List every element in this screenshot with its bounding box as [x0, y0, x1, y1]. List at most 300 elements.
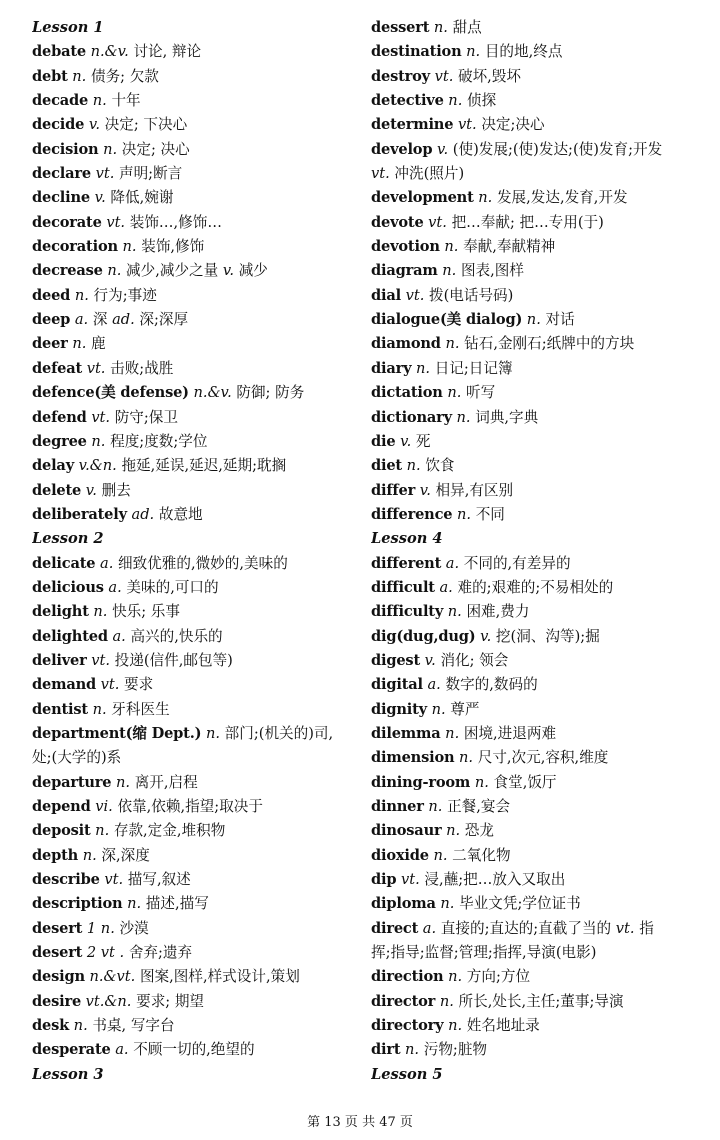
definition: 困难,费力: [466, 603, 530, 621]
definition: 部门;(机关的)司,: [224, 724, 334, 742]
entry-word: delicate: [32, 554, 96, 572]
part-of-speech: n.: [456, 408, 471, 426]
vocab-entry: [32, 552, 352, 576]
definition: 拖延,延误,延迟,延期;耽搁: [121, 457, 287, 475]
entry-word: decorate: [32, 213, 102, 231]
entry-word: devotion: [371, 238, 440, 256]
vocab-entry: [32, 430, 352, 454]
part-of-speech: n.: [122, 238, 137, 256]
part-of-speech: ad.: [112, 311, 135, 329]
definition: 存款,定金,堆积物: [113, 822, 226, 840]
entry-word: difficult: [371, 578, 435, 596]
part-of-speech: n.: [447, 384, 462, 402]
entry-word: desire: [32, 992, 82, 1010]
definition: 描述,描写: [145, 895, 209, 913]
vocab-entry: [371, 673, 701, 697]
vocab-entry: [32, 40, 352, 64]
definition: 所长,处长,主任;董事;导演: [458, 992, 624, 1010]
part-of-speech: vt.: [100, 676, 120, 694]
part-of-speech: n.: [74, 286, 89, 304]
part-of-speech: vt.: [86, 359, 106, 377]
definition: 行为;事迹: [93, 286, 157, 304]
definition: 不同的,有差异的: [463, 554, 571, 572]
vocab-entry: [371, 284, 701, 308]
entry-word: decide: [32, 116, 85, 134]
vocab-entry: [32, 698, 352, 722]
definition: 挖(洞、沟等);掘: [495, 627, 600, 645]
vocab-entry: [32, 65, 352, 89]
definition: 投递(信件,邮包等): [114, 651, 233, 669]
entry-word: decision: [32, 140, 99, 158]
vocab-entry: [32, 138, 352, 162]
definition: 牙科医生: [111, 700, 170, 718]
definition: 听写: [466, 384, 496, 402]
vocab-entry: [371, 990, 701, 1014]
entry-word: depend: [32, 798, 91, 815]
vocab-entry: [371, 965, 701, 989]
entry-word: dialogue(美 dialog): [371, 311, 523, 329]
definition: 困境,进退两难: [463, 724, 557, 742]
part-of-speech: n.: [416, 359, 431, 377]
vocab-entry: [371, 40, 701, 64]
part-of-speech: n.: [448, 968, 463, 986]
entry-word: describe: [32, 871, 100, 889]
vocab-entry: [32, 649, 352, 673]
definition: 装饰…,修饰…: [129, 213, 222, 231]
page-footer: 第 13 页 共 47 页: [307, 1115, 413, 1130]
vocab-entry: [32, 990, 352, 1014]
definition: 姓名地址录: [466, 1017, 540, 1035]
vocab-entry: [371, 917, 701, 941]
entry-word: depth: [32, 846, 79, 864]
entry-word: desperate: [32, 1041, 111, 1059]
vocab-entry: [371, 162, 701, 186]
vocab-entry: [371, 503, 701, 527]
vocab-entry: [32, 89, 352, 113]
part-of-speech: n.: [457, 505, 472, 523]
vocab-entry: [371, 649, 701, 673]
definition: 深: [92, 311, 108, 329]
part-of-speech: v.: [94, 189, 106, 207]
lesson-heading: Lesson 1: [32, 19, 104, 36]
definition: 依靠,依赖,指望;取决于: [117, 798, 263, 815]
entry-word: delay: [32, 457, 74, 475]
entry-word: dentist: [32, 700, 88, 718]
vocab-entry: [371, 600, 701, 624]
entry-word: dial: [371, 286, 401, 304]
entry-word: develop: [371, 140, 433, 158]
part-of-speech: n.&v.: [193, 384, 232, 402]
entry-word: defend: [32, 408, 87, 426]
definition: 防御; 防务: [236, 384, 305, 402]
part-of-speech: n.: [73, 1017, 88, 1035]
part-of-speech: a.: [74, 311, 89, 329]
part-of-speech: n.: [107, 262, 122, 280]
part-of-speech: a.: [439, 578, 453, 596]
definition: 拨(电话号码): [428, 286, 514, 304]
definition: 消化; 领会: [440, 651, 509, 669]
vocab-entry: [32, 844, 352, 868]
vocab-entry: [32, 917, 352, 941]
definition: 对话: [545, 311, 575, 329]
part-of-speech: n.: [448, 92, 463, 110]
definition: 减少,减少之量: [126, 262, 219, 280]
vocab-entry: [371, 138, 701, 162]
vocab-entry: [32, 113, 352, 137]
vocab-entry: [32, 941, 352, 965]
entry-word: demand: [32, 676, 97, 694]
lesson-heading: Lesson 5: [371, 1065, 443, 1083]
definition: 指: [639, 919, 654, 937]
entry-word: directory: [371, 1017, 444, 1035]
part-of-speech: ad.: [131, 505, 155, 523]
entry-word: diet: [371, 457, 402, 475]
entry-word: digest: [371, 651, 420, 669]
part-of-speech: n.: [91, 432, 106, 450]
vocab-entry: [32, 819, 352, 843]
part-of-speech: a.: [100, 554, 114, 572]
entry-word: design: [32, 968, 85, 986]
part-of-speech: a.: [115, 1041, 129, 1059]
part-of-speech: vt.: [434, 67, 454, 85]
part-of-speech: n.: [93, 603, 108, 621]
part-of-speech: n.: [95, 822, 110, 840]
part-of-speech: n.: [433, 19, 448, 36]
entry-word: direction: [371, 968, 444, 986]
definition: 尺寸,次元,容积,维度: [477, 749, 609, 767]
part-of-speech: n.: [447, 603, 462, 621]
entry-word: diamond: [371, 335, 441, 353]
right-column: [371, 16, 701, 1087]
definition: 奉献,奉献精神: [463, 238, 556, 256]
entry-word: desert: [32, 919, 83, 937]
vocab-entry: [32, 284, 352, 308]
part-of-speech: vt.: [106, 213, 126, 231]
entry-word: delicious: [32, 578, 104, 596]
vocab-entry: [32, 965, 352, 989]
part-of-speech: n.: [446, 822, 461, 840]
definition: 要求: [124, 676, 154, 694]
part-of-speech: 2 vt .: [86, 944, 125, 962]
part-of-speech: n.: [466, 43, 481, 61]
definition: 美味的,可口的: [126, 578, 219, 596]
lesson-heading: Lesson 2: [32, 530, 104, 548]
definition: 食堂,饭厅: [493, 773, 557, 791]
entry-word: deliver: [32, 651, 87, 669]
vocab-entry: [32, 406, 352, 430]
entry-word: dessert: [371, 19, 430, 36]
definition: 决定; 下决心: [104, 116, 188, 134]
part-of-speech: v.: [88, 116, 101, 134]
entry-word: determine: [371, 116, 454, 134]
part-of-speech: vt.: [91, 408, 111, 426]
entry-word: die: [371, 432, 396, 450]
entry-word: degree: [32, 432, 87, 450]
part-of-speech: n.: [92, 92, 107, 110]
part-of-speech: n.: [116, 773, 131, 791]
part-of-speech: a.: [422, 919, 437, 937]
vocab-entry: [371, 795, 701, 819]
entry-word: development: [371, 189, 474, 207]
part-of-speech: v.: [436, 140, 449, 158]
definition: 相异,有区别: [435, 481, 514, 499]
part-of-speech: vt.: [104, 871, 124, 889]
entry-word: department(缩 Dept.): [32, 724, 202, 742]
part-of-speech: a.: [108, 578, 122, 596]
part-of-speech: vt.: [371, 165, 390, 183]
vocab-entry: [32, 211, 352, 235]
definition: 不同: [475, 505, 505, 523]
definition: 侦探: [466, 92, 497, 110]
part-of-speech: n.: [82, 846, 97, 864]
lesson-heading: Lesson 4: [371, 530, 443, 548]
vocab-entry: [32, 1014, 352, 1038]
part-of-speech: 1 n.: [86, 919, 115, 937]
definition: 正餐,宴会: [447, 798, 511, 815]
definition: 难的;艰难的;不易相处的: [457, 578, 614, 596]
part-of-speech: v.: [424, 651, 436, 669]
definition: 方向;方位: [466, 968, 531, 986]
vocab-entry: [32, 722, 352, 746]
vocab-entry: [32, 454, 352, 478]
entry-word: dirt: [371, 1041, 401, 1059]
vocab-entry: [32, 868, 352, 892]
entry-word: dining-room: [371, 773, 471, 791]
entry-word: decline: [32, 189, 90, 207]
entry-word: devote: [371, 213, 424, 231]
entry-word: director: [371, 992, 436, 1010]
definition: 浸,蘸;把…放入又取出: [424, 871, 566, 889]
definition: 尊严: [450, 700, 480, 718]
definition: 深,深度: [101, 846, 150, 864]
definition: 减少: [238, 262, 268, 280]
vocab-entry: [32, 259, 352, 283]
part-of-speech: n.: [92, 700, 107, 718]
vocab-entry: [371, 1014, 701, 1038]
vocab-entry: [371, 892, 701, 916]
vocab-entry: [371, 552, 701, 576]
entry-word: difficulty: [371, 603, 444, 621]
definition: 饮食: [425, 457, 455, 475]
definition: 击败;战胜: [110, 359, 174, 377]
vocab-entry: [32, 186, 352, 210]
part-of-speech: n.: [406, 457, 421, 475]
vocab-entry: [371, 357, 701, 381]
entry-word: dignity: [371, 700, 427, 718]
part-of-speech: v.: [480, 627, 492, 645]
definition: 毕业文凭;学位证书: [459, 895, 581, 913]
part-of-speech: n.&vt.: [89, 968, 136, 986]
definition: 程度;度数;学位: [110, 432, 208, 450]
vocab-entry: [371, 259, 701, 283]
entry-word: delighted: [32, 627, 108, 645]
vocab-entry: [371, 868, 701, 892]
vocab-entry: [371, 698, 701, 722]
entry-word: defeat: [32, 359, 83, 377]
definition: 要求; 期望: [136, 992, 205, 1010]
definition: 日记;日记簿: [434, 359, 513, 377]
part-of-speech: vt.: [91, 651, 111, 669]
part-of-speech: n.: [445, 724, 460, 742]
entry-word: dinosaur: [371, 822, 442, 840]
definition: 故意地: [158, 505, 203, 523]
part-of-speech: n.: [103, 140, 118, 158]
part-of-speech: n.: [428, 798, 443, 815]
vocab-entry: [371, 625, 701, 649]
definition: 装饰,修饰: [141, 238, 205, 256]
definition: 甜点: [452, 19, 482, 36]
part-of-speech: n.: [439, 992, 454, 1010]
vocab-entry: [371, 113, 701, 137]
entry-word: dip: [371, 871, 397, 889]
part-of-speech: n.: [526, 311, 541, 329]
part-of-speech: vi.: [95, 798, 113, 815]
vocab-entry: [371, 479, 701, 503]
part-of-speech: n.&v.: [90, 43, 129, 61]
vocab-entry: [371, 308, 701, 332]
definition: 恐龙: [464, 822, 494, 840]
definition: 十年: [111, 92, 141, 110]
vocab-entry: [32, 576, 352, 600]
definition: 决定; 决心: [121, 140, 190, 158]
entry-word: decoration: [32, 238, 118, 256]
entry-word: different: [371, 554, 442, 572]
definition: 不顾一切的,绝望的: [133, 1041, 255, 1059]
part-of-speech: n.: [474, 773, 489, 791]
definition: 舍弃;遗弃: [128, 944, 193, 962]
definition: 决定;决心: [481, 116, 545, 134]
definition: 污物;脏物: [423, 1041, 488, 1059]
entry-word: desk: [32, 1017, 70, 1035]
vocab-entry: [32, 771, 352, 795]
part-of-speech: n.: [442, 262, 457, 280]
entry-word: desert: [32, 944, 83, 962]
vocab-entry: [371, 65, 701, 89]
vocab-entry: [371, 576, 701, 600]
definition: 死: [415, 432, 431, 450]
definition: 描写,叙述: [127, 871, 191, 889]
definition: 离开,启程: [134, 773, 198, 791]
vocab-entry: [371, 89, 701, 113]
entry-word: dioxide: [371, 846, 429, 864]
definition: 钻石,金刚石;纸牌中的方块: [464, 335, 635, 353]
part-of-speech: n.: [445, 335, 460, 353]
entry-word: debate: [32, 43, 86, 61]
vocab-entry: [371, 722, 701, 746]
definition: 破坏,毁坏: [457, 67, 521, 85]
part-of-speech: vt.: [405, 286, 425, 304]
entry-word: decade: [32, 92, 89, 110]
entry-word: declare: [32, 165, 91, 183]
definition: 冲洗(照片): [394, 165, 465, 183]
part-of-speech: n.: [405, 1041, 420, 1059]
part-of-speech: n.: [72, 67, 87, 85]
vocab-entry: [371, 406, 701, 430]
entry-word: diary: [371, 359, 412, 377]
entry-word: delight: [32, 603, 89, 621]
vocab-entry: [371, 332, 701, 356]
part-of-speech: n.: [478, 189, 493, 207]
definition: 讨论, 辩论: [133, 43, 202, 61]
entry-word: detective: [371, 92, 444, 110]
vocab-entry: [371, 186, 701, 210]
definition: 图表,图样: [460, 262, 524, 280]
entry-word: differ: [371, 481, 416, 499]
entry-word: dictation: [371, 384, 443, 402]
entry-word: decrease: [32, 262, 103, 280]
entry-word: destroy: [371, 67, 430, 85]
definition: 把…奉献; 把…专用(于): [451, 213, 604, 231]
definition: 词典,字典: [475, 408, 539, 426]
vocab-entry: [32, 235, 352, 259]
entry-continuation: 处;(大学的)系: [32, 749, 122, 767]
definition: 鹿: [91, 335, 106, 353]
entry-word: deer: [32, 335, 68, 353]
entry-word: dictionary: [371, 408, 452, 426]
vocab-entry: [371, 16, 701, 40]
part-of-speech: n.: [72, 335, 87, 353]
entry-word: deed: [32, 286, 71, 304]
part-of-speech: a.: [427, 676, 441, 694]
definition: 直接的;直达的;直截了当的: [440, 919, 612, 937]
part-of-speech: v.: [85, 481, 97, 499]
part-of-speech: v.: [222, 262, 235, 280]
part-of-speech: v.: [419, 481, 431, 499]
definition: (使)发展;(使)发达;(使)发育;开发: [452, 140, 663, 158]
vocab-entry: [32, 381, 352, 405]
definition: 二氧化物: [452, 846, 511, 864]
part-of-speech: vt.: [401, 871, 420, 889]
part-of-speech: vt.: [615, 919, 635, 937]
part-of-speech: v.&n.: [78, 457, 117, 475]
part-of-speech: n.: [444, 238, 459, 256]
part-of-speech: n.: [431, 700, 446, 718]
entry-word: difference: [371, 505, 453, 523]
vocab-entry: [371, 844, 701, 868]
vocab-entry: [371, 454, 701, 478]
vocab-entry: [32, 357, 352, 381]
definition: 高兴的,快乐的: [130, 627, 223, 645]
entry-word: debt: [32, 67, 68, 85]
entry-word: diploma: [371, 895, 436, 913]
definition: 书桌, 写字台: [92, 1017, 175, 1035]
definition: 目的地,终点: [484, 43, 563, 61]
lesson-heading: Lesson 3: [32, 1065, 104, 1083]
vocab-entry: [371, 771, 701, 795]
entry-word: dimension: [371, 749, 455, 767]
vocab-entry: [371, 211, 701, 235]
entry-word: dinner: [371, 798, 424, 815]
vocab-entry: [371, 746, 701, 770]
part-of-speech: n.: [448, 1017, 463, 1035]
vocab-entry: [32, 162, 352, 186]
definition: 发展,发达,发育,开发: [496, 189, 628, 207]
vocab-entry: [371, 1038, 701, 1062]
entry-word: deliberately: [32, 505, 127, 523]
entry-continuation: 挥;指导;监督;管理;指挥,导演(电影): [371, 944, 597, 962]
entry-word: deep: [32, 311, 71, 329]
vocab-entry: [32, 892, 352, 916]
part-of-speech: a.: [112, 627, 126, 645]
vocab-entry: [371, 381, 701, 405]
definition: 声明;断言: [118, 165, 183, 183]
vocab-entry: [32, 600, 352, 624]
entry-word: defence(美 defense): [32, 384, 189, 402]
definition: 数字的,数码的: [445, 676, 538, 694]
entry-word: dig(dug,dug): [371, 627, 476, 645]
definition: 降低,婉谢: [110, 189, 174, 207]
entry-word: digital: [371, 676, 423, 694]
